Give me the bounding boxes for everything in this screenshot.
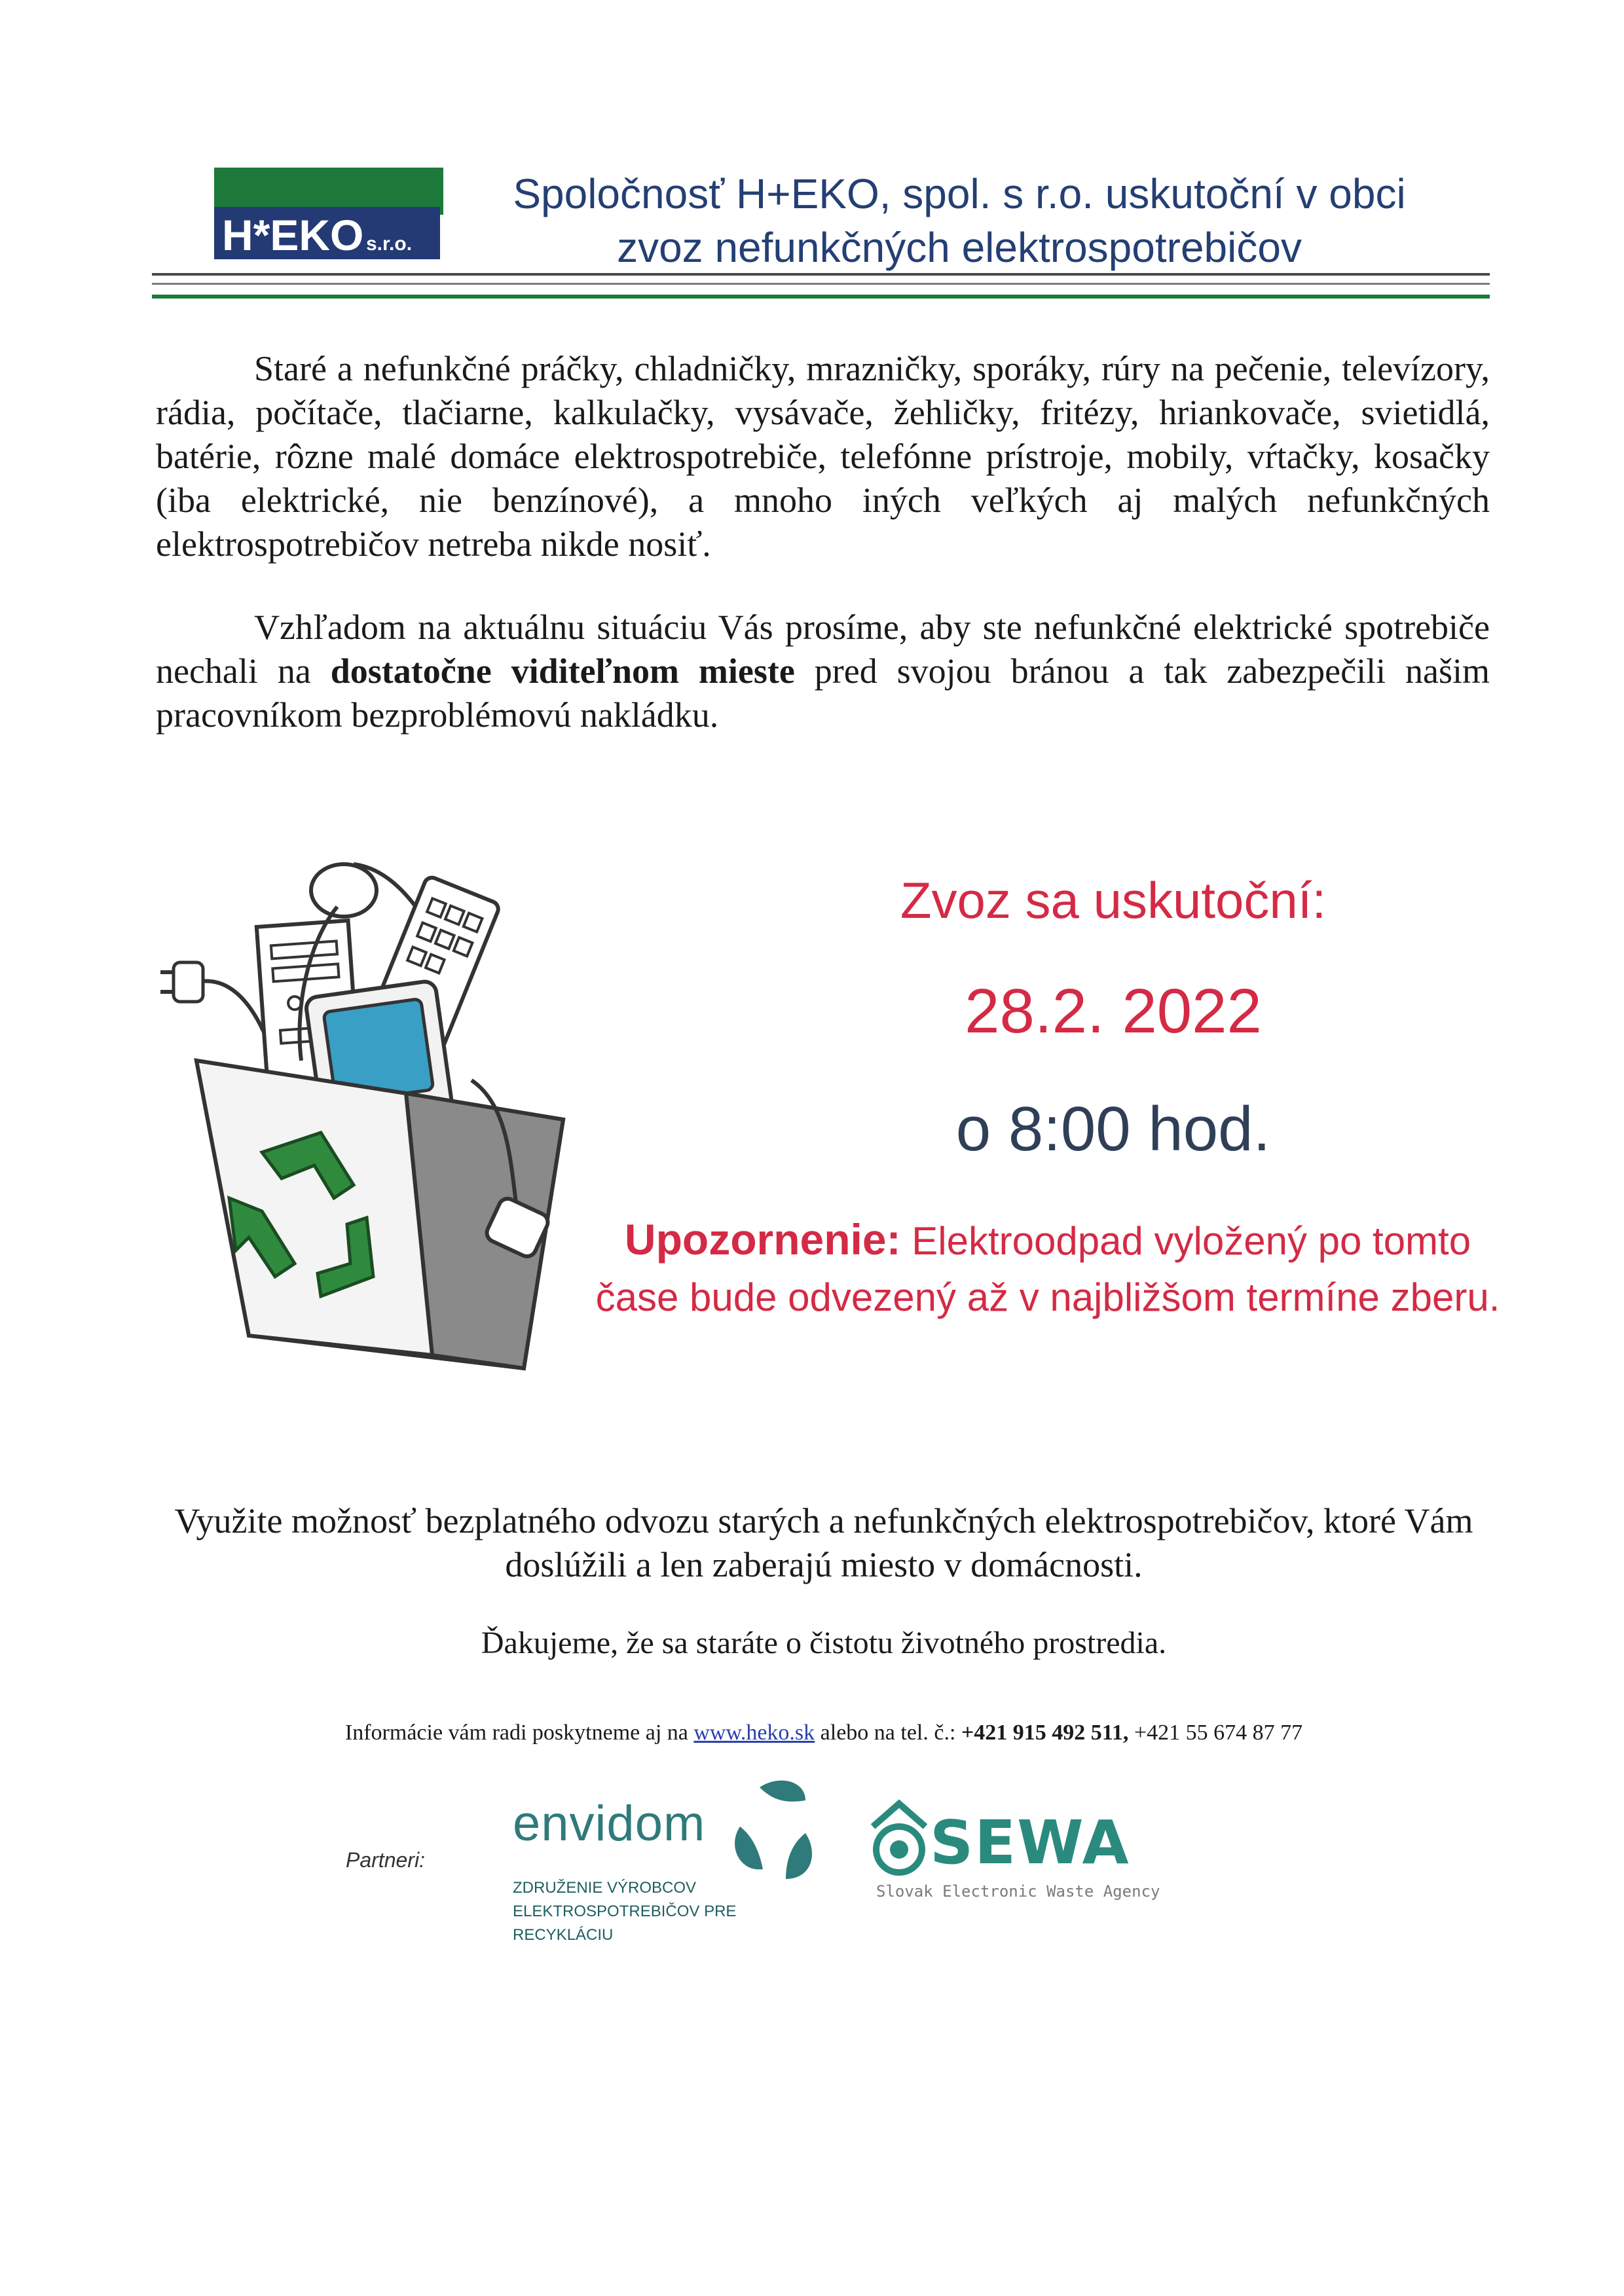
thanks-text: Ďakujeme, že sa staráte o čistotu životného prostredia. (481, 1626, 1167, 1660)
contact-line (156, 1719, 1492, 1747)
pickup-label: Zvoz sa uskutoční: (900, 871, 1327, 929)
sewa-name: SEWA (930, 1808, 1130, 1878)
header-rule-green (152, 295, 1490, 299)
header-rule-gray (152, 283, 1490, 285)
warning-text: Elektroodpad vyložený po tomto čase bude odvezený až v najbližšom termíne zberu. (595, 1219, 1500, 1319)
paragraph-appliances-text: Staré a nefunkčné práčky, chladničky, mrazničky, sporáky, rúry na pečenie, televízory, rádia, počítače, tlačiarne, kalkulačky, vysávače, žehličky, fritézy, hriankovače, svietidlá, batérie, rôzne malé domáce elektrospotrebiče, telefónne prístroje, mobily, vŕtačky, kosačky (iba elektrické, nie benzínové), a mnoho iných veľkých aj malých nefunkčných elektrospotrebičov netreba nikde nosiť. (156, 349, 1490, 564)
paragraph-request-bold: dostatočne viditeľnom mieste (330, 651, 795, 691)
paragraph-request (156, 606, 1490, 737)
envidom-sub-line2: ELEKTROSPOTREBIČOV PRE RECYKLÁCIU (513, 1903, 737, 1944)
pickup-time: o 8:00 hod. (955, 1094, 1271, 1164)
warning-notice (589, 1211, 1506, 1326)
website-link[interactable]: www.heko.sk (693, 1721, 815, 1745)
contact-phone-primary: +421 915 492 511, (961, 1721, 1129, 1745)
pickup-date: 28.2. 2022 (965, 976, 1262, 1046)
header-title-line1: Spoločnosť H+EKO, spol. s r.o. uskutoční v obci (513, 170, 1406, 217)
recycle-bin-illustration (157, 845, 602, 1381)
contact-before: Informácie vám radi poskytneme aj na (344, 1721, 688, 1745)
contact-phone-secondary: +421 55 674 87 77 (1134, 1721, 1303, 1745)
heko-logo (214, 168, 443, 259)
sewa-house-icon (873, 1804, 925, 1872)
envidom-leaf-icon (735, 1781, 812, 1879)
header-title-line2: zvoz nefunkčných elektrospotrebičov (617, 224, 1302, 271)
paragraph-appliances (156, 347, 1490, 566)
envidom-name: envidom (513, 1796, 706, 1851)
partners-label: Partneri: (346, 1848, 425, 1872)
sewa-subtitle: Slovak Electronic Waste Agency (876, 1882, 1160, 1901)
paragraph-request-after: pred svojou bránou a tak zabezpečili našim pracovníkom bezproblémovú nakládku. (156, 651, 1490, 735)
closing-text: Využite možnosť bezplatného odvozu starých a nefunkčných elektrospotrebičov, ktoré Vám doslúžili a len zaberajú miesto v domácnosti. (174, 1501, 1473, 1584)
envidom-subtitle (513, 1876, 814, 1947)
header-rule-dark (152, 273, 1490, 276)
paragraph-request-before: Vzhľadom na aktuálnu situáciu Vás prosíme, aby ste nefunkčné elektrické spotrebiče nechali na (156, 608, 1490, 691)
envidom-sub-line1: ZDRUŽENIE VÝROBCOV (513, 1879, 697, 1897)
header-title (452, 167, 1467, 274)
contact-middle: alebo na tel. č.: (820, 1721, 956, 1745)
logo-suffix: s.r.o. (366, 233, 413, 255)
logo-text: H*EKO (222, 211, 364, 259)
warning-label: Upozornenie: (624, 1215, 901, 1264)
